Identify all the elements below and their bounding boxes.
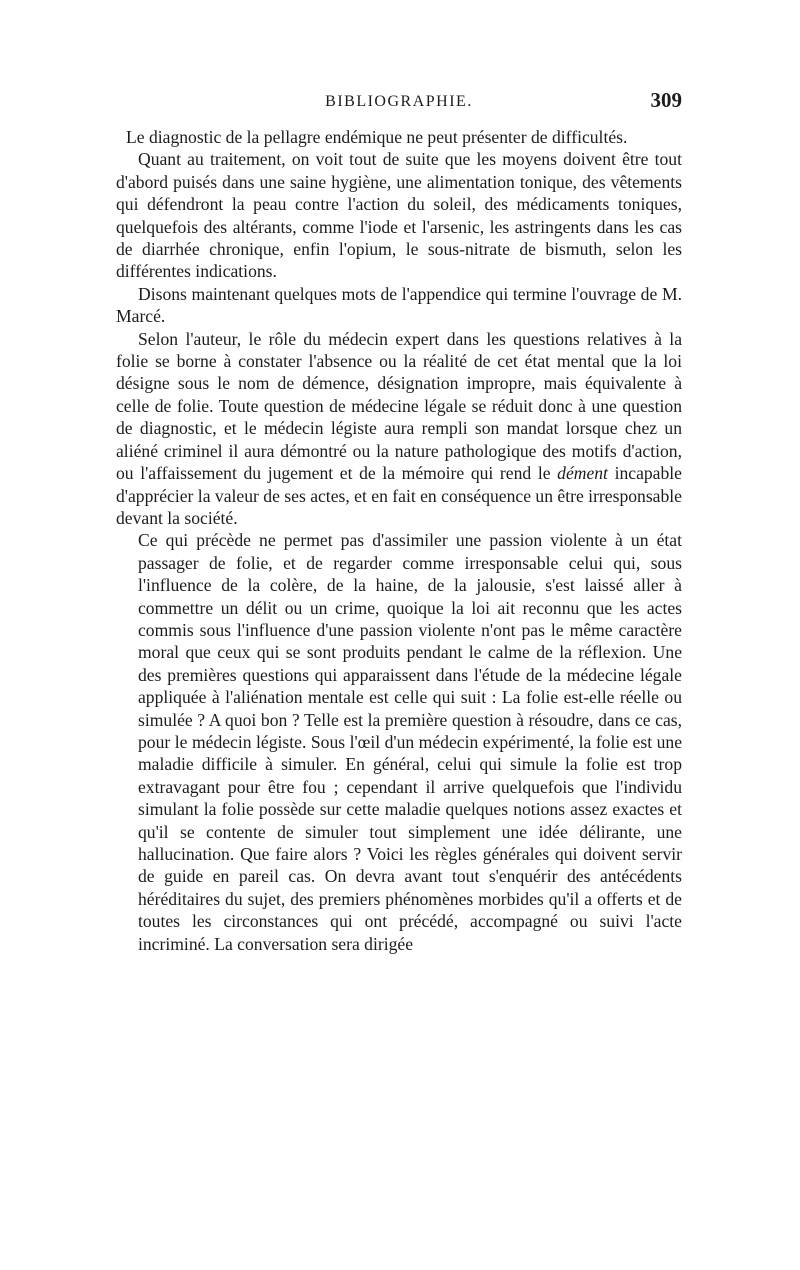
page-number: 309: [650, 88, 682, 112]
paragraph-medical-expert-end: incapable d'apprécier la valeur de ses actes, et en fait en conséquence un être irresponsable devant la société.: [116, 463, 682, 528]
paragraph-medical-expert: [116, 328, 682, 530]
paragraph-simulated-madness: Ce qui précède ne permet pas d'assimiler une passion violente à un état passager de folie, et de regarder comme irresponsable celui qui, sous l'influence de la colère, de la haine, de la jalousie, s'est laissé aller à commettre un délit ou un crime, quoique la loi ait reconnu que les actes commis sous l'influence d'une passion violente n'ont pas le même caractère moral que ceux qui se sont produits pendant le calme de la réflexion. Une des premières questions qui apparaissent dans l'étude de la médecine légale appliquée à l'aliénation mentale est celle qui suit : La folie est-elle réelle ou simulée ? A quoi bon ? Telle est la première question à résoudre, dans ce cas, pour le médecin légiste. Sous l'œil d'un médecin expérimenté, la folie est une maladie difficile à simuler. En général, celui qui simule la folie est trop extravagant pour être fou ; cependant il arrive quelquefois que l'individu simulant la folie possède sur cette maladie quelques notions assez exactes et qu'il se contente de simuler tout simplement une idée délirante, une hallucination. Que faire alors ? Voici les règles générales qui doivent servir de guide en pareil cas. On devra avant tout s'enquérir des antécédents héréditaires du sujet, des premiers phénomènes morbides qu'il a offerts et de toutes les circonstances qui ont précédé, accompagné ou suivi l'acte incriminé. La conversation sera dirigée: [138, 530, 682, 954]
running-head: [116, 88, 682, 118]
italic-term-dement: dément: [557, 463, 608, 484]
paragraph-medical-expert-start: Selon l'auteur, le rôle du médecin expert dans les questions relatives à la folie se borne à constater l'absence ou la réalité de cet état mental que la loi désigne sous le nom de démence, désignation impropre, mais équivalente à celle de folie. Toute question de médecine légale se réduit donc à une question de diagnostic, et le médecin légiste aura rempli son mandat lorsque chez un aliéné criminel il aura démontré ou la nature pathologique des motifs d'action, ou l'affaissement du jugement et de la mémoire qui rend le: [116, 328, 682, 484]
paragraph-appendix: Disons maintenant quelques mots de l'appendice qui termine l'ouvrage de M. Marcé.: [116, 283, 682, 327]
paragraph-treatment: Quant au traitement, on voit tout de suite que les moyens doivent être tout d'abord puisés dans une saine hygiène, une alimentation tonique, des vêtements qui défendront la peau contre l'action du soleil, des médicaments toniques, quelquefois des altérants, comme l'iode et l'arsenic, les astringents dans les cas de diarrhée chronique, enfin l'opium, le sous-nitrate de bismuth, selon les différentes indications.: [116, 149, 682, 282]
running-title: BIBLIOGRAPHIE.: [325, 93, 473, 110]
paragraph-diagnostic: Le diagnostic de la pellagre endémique ne peut présenter de difficultés.: [126, 127, 628, 147]
body-text: [116, 126, 682, 955]
